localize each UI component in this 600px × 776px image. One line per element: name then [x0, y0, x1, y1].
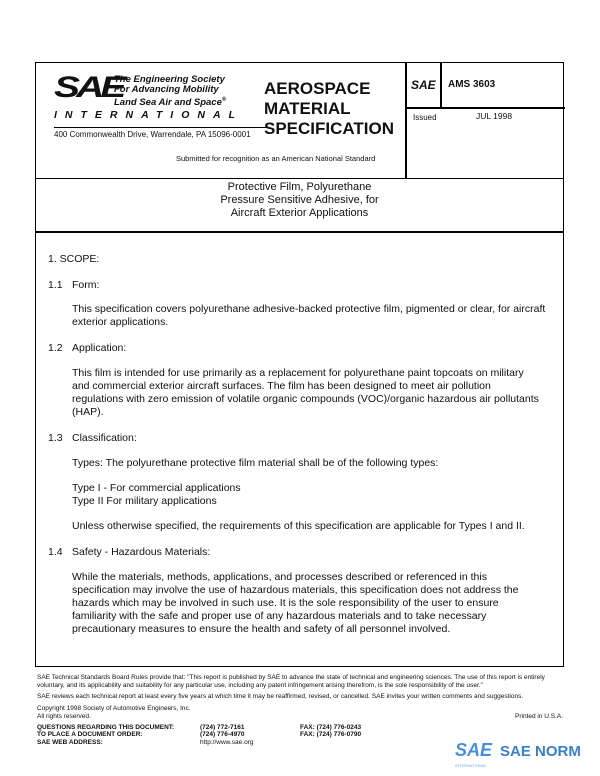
- type-item: Type II For military applications: [72, 495, 217, 507]
- title-line: Pressure Sensitive Adhesive, for: [220, 194, 379, 206]
- paragraph: While the materials, methods, applications, and processes described or referenced in this specification may involve the use of hazardous materials, this specification does not address the hazards which may be involved in such use. It is the sole responsibility of the user to ensure familiarity with the safe and proper use of any hazardous materials and to take necessary precautionary measures to ensure the health and safety of all personnel involved.: [72, 571, 519, 635]
- questions-label: QUESTIONS REGARDING THIS DOCUMENT:: [37, 724, 175, 731]
- printed: Printed in U.S.A.: [515, 713, 564, 720]
- section-number: 1.4: [48, 546, 63, 558]
- section-heading: Safety - Hazardous Materials:: [72, 546, 211, 558]
- order-label: TO PLACE A DOCUMENT ORDER:: [37, 731, 143, 738]
- section-number: 1.1: [48, 279, 63, 291]
- type-item: Type I - For commercial applications: [72, 482, 241, 494]
- footer-reviews: SAE reviews each technical report at least every five years at which time it may be reaffirmed, revised, or cancelled. SAE invites your written comments and suggestions.: [37, 693, 524, 700]
- order-phone: (724) 776-4970: [200, 731, 245, 738]
- questions-phone: (724) 772-7161: [200, 724, 245, 731]
- web-address-link[interactable]: http://www.sae.org: [200, 739, 254, 746]
- divider: [405, 107, 565, 109]
- web-label: SAE WEB ADDRESS:: [37, 739, 103, 746]
- international-text: INTERNATIONAL: [54, 109, 243, 121]
- sae-small-logo: SAE: [411, 78, 436, 92]
- footer-rules: SAE Technical Standards Board Rules provide that: "This report is published by SAE to advance the state of technical and engineering sciences. The use of this report is entirely: [37, 674, 545, 681]
- questions-fax: FAX: (724) 776-0243: [300, 724, 362, 731]
- issued-label: Issued: [413, 113, 437, 122]
- title-line: AEROSPACE: [264, 79, 371, 98]
- divider: [36, 231, 563, 233]
- header-block: [36, 63, 563, 179]
- tagline-line: For Advancing Mobility: [114, 84, 219, 95]
- doc-number: AMS 3603: [448, 79, 496, 90]
- title-line: Aircraft Exterior Applications: [230, 207, 369, 219]
- paragraph: This specification covers polyurethane adhesive-backed protective film, pigmented or clear, for aircraft exterior applications.: [72, 303, 546, 328]
- title-line: Protective Film, Polyurethane: [227, 181, 372, 193]
- issued-date: JUL 1998: [476, 111, 513, 121]
- section-heading: Application:: [72, 342, 127, 354]
- sae-norm-watermark-logo: SAE: [455, 740, 493, 760]
- section-number: 1.3: [48, 432, 63, 444]
- footer-rules: voluntary, and its applicability and suitability for any particular use, including any patent infringement arising therefrom, is the sole responsibility of the user.": [37, 682, 483, 689]
- spec-title: [264, 79, 394, 139]
- copyright: Copyright 1998 Society of Automotive Engineers, Inc.: [37, 705, 191, 712]
- divider: [440, 63, 442, 107]
- submitted-note: Submitted for recognition as an American National Standard: [176, 154, 376, 163]
- tagline-line: Land Sea Air and Space: [114, 97, 222, 109]
- order-fax: FAX: (724) 776-0790: [300, 731, 362, 738]
- section-heading: Form:: [72, 279, 100, 291]
- paragraph: This film is intended for use primarily as a replacement for polyurethane paint topcoats on military and commercial exterior aircraft surfaces. The film has been designed to meet air pollution regulations with zero emission of volatile organic compounds (VOC)/organic hazardous air pollutants (HAP).: [72, 367, 539, 418]
- document-frame: [35, 62, 564, 667]
- divider: [405, 63, 407, 178]
- watermark-subtext: INTERNATIONAL: [455, 763, 487, 768]
- paragraph: Unless otherwise specified, the requirements of this specification are applicable for Types I and II.: [72, 520, 525, 532]
- tagline: [114, 75, 226, 108]
- paragraph: Types: The polyurethane protective film material shall be of the following types:: [72, 457, 439, 469]
- registered-mark: ®: [221, 97, 227, 103]
- section-number: 1.2: [48, 342, 63, 354]
- rights: All rights reserved.: [37, 713, 91, 720]
- section-heading: Classification:: [72, 432, 137, 444]
- sae-norm-watermark: SAE NORM: [500, 743, 581, 760]
- document-title: [36, 181, 563, 220]
- tagline-line: The Engineering Society: [114, 74, 225, 85]
- sae-logo-mark: SAE: [54, 71, 123, 104]
- address: 400 Commonwealth Drive, Warrendale, PA 15096-0001: [54, 127, 269, 139]
- sae-logo: [54, 71, 251, 139]
- title-line: MATERIAL: [264, 99, 351, 118]
- title-line: SPECIFICATION: [264, 119, 395, 138]
- section-heading: 1. SCOPE:: [48, 253, 100, 265]
